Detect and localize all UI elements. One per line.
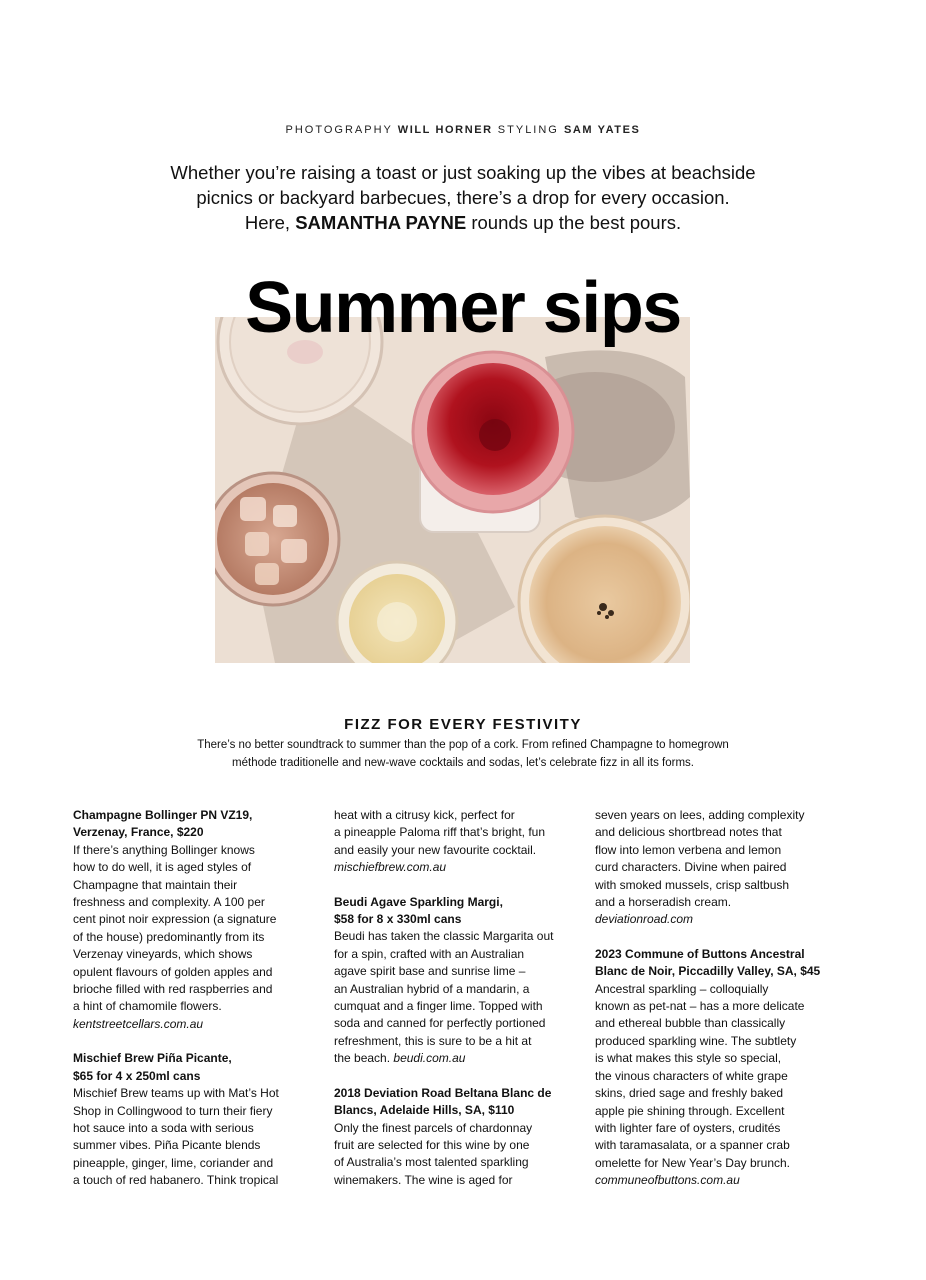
entry-heading: 2018 Deviation Road Beltana Blanc de	[334, 1085, 552, 1100]
entry-heading: 2023 Commune of Buttons Ancestral	[595, 946, 805, 961]
styling-label: STYLING	[497, 124, 559, 136]
author-name: SAMANTHA PAYNE	[295, 212, 467, 233]
drink-entry-beudi: Beudi Agave Sparkling Margi, $58 for 8 x 330ml cans Beudi has taken the classic Margarita out for a spin, crafted with an Australian agave spirit base and sunrise lime – an Australian hybrid of a mandarin, a cumquat and a finger lime. Topped with soda and canned for perfectly portioned refreshment, this is sure to be a hit at the beach. beudi.com.au	[334, 894, 574, 1068]
standfirst-line: picnics or backyard barbecues, there’s a drop for every occasion.	[196, 187, 730, 208]
stylist-name: SAM YATES	[563, 124, 641, 136]
retailer-url: deviationroad.com	[595, 912, 694, 927]
retailer-url: communeofbuttons.com.au	[595, 1173, 740, 1188]
section-heading: FIZZ FOR EVERY FESTIVITY	[344, 716, 582, 733]
wine-entry-bollinger: Champagne Bollinger PN VZ19, Verzenay, France, $220 If there’s anything Bollinger knows how to do well, it is aged styles of Champagne that maintain their freshness and complexity. A 100 per cent pinot noir expression (a signature of the house) predominantly from its Verzenay vineyards, which shows opulent flavours of golden apples and brioche filled with red raspberries and a hint of chamomile flowers. kentstreetcellars.com.au	[73, 807, 313, 1033]
column-2	[334, 807, 574, 1206]
photography-label: PHOTOGRAPHY	[285, 124, 393, 136]
article-title: Summer sips	[245, 268, 681, 348]
retailer-url: beudi.com.au	[393, 1051, 466, 1066]
entry-heading: Verzenay, France, $220	[73, 825, 204, 840]
entry-heading: Blanc de Noir, Piccadilly Valley, SA, $45	[595, 964, 821, 979]
entry-heading: Beudi Agave Sparkling Margi,	[334, 894, 503, 909]
hero-photo	[215, 317, 690, 663]
intro-line: méthode traditionelle and new-wave cocktails and sodas, let’s celebrate fizz in all its forms.	[232, 756, 694, 769]
drink-entry-mischief-brew-cont: heat with a citrusy kick, perfect for a pineapple Paloma riff that’s bright, fun and easily your new favourite cocktail. mischiefbrew.com.au	[334, 807, 574, 877]
standfirst	[130, 160, 796, 235]
section-intro	[150, 737, 776, 772]
drinks-illustration	[215, 317, 690, 663]
photo-credits	[0, 124, 926, 136]
retailer-url: mischiefbrew.com.au	[334, 860, 447, 875]
entry-heading: $65 for 4 x 250ml cans	[73, 1068, 201, 1083]
standfirst-line: Whether you’re raising a toast or just soaking up the vibes at beachside	[170, 162, 756, 183]
wine-entry-deviation-road-cont: seven years on lees, adding complexity and delicious shortbread notes that flow into lemon verbena and lemon curd characters. Divine when paired with smoked mussels, crisp saltbush and a horseradish cream. deviationroad.com	[595, 807, 835, 929]
entry-heading: $58 for 8 x 330ml cans	[334, 912, 462, 927]
entry-heading: Mischief Brew Piña Picante,	[73, 1051, 232, 1066]
column-1	[73, 807, 313, 1207]
column-3	[595, 807, 835, 1207]
entry-heading: Blancs, Adelaide Hills, SA, $110	[334, 1103, 515, 1118]
wine-entry-deviation-road: 2018 Deviation Road Beltana Blanc de Blancs, Adelaide Hills, SA, $110 Only the finest parcels of chardonnay fruit are selected for this wine by one of Australia’s most talented sparkling winemakers. The wine is aged for	[334, 1085, 574, 1189]
standfirst-line: Here, SAMANTHA PAYNE rounds up the best pours.	[244, 212, 682, 233]
entry-heading: Champagne Bollinger PN VZ19,	[73, 808, 253, 822]
photographer-name: WILL HORNER	[397, 124, 493, 136]
intro-line: There’s no better soundtrack to summer than the pop of a cork. From refined Champagne to homegrown	[197, 739, 729, 751]
drink-entry-mischief-brew: Mischief Brew Piña Picante, $65 for 4 x 250ml cans Mischief Brew teams up with Mat’s Hot Shop in Collingwood to turn their fiery hot sauce into a soda with serious summer vibes. Piña Picante blends pineapple, ginger, lime, coriander and a touch of red habanero. Think tropical	[73, 1050, 313, 1189]
wine-entry-commune-of-buttons: 2023 Commune of Buttons Ancestral Blanc de Noir, Piccadilly Valley, SA, $45 Ancestral sparkling – colloquially known as pet-nat – has a more delicate and ethereal bubble than classically produced sparkling wine. The subtlety is what makes this style so special, the vinous characters of white grape skins, dried sage and freshly baked apple pie shining through. Excellent with lighter fare of oysters, crudités with taramasalata, or a spanner crab omelette for New Year’s Day brunch. communeofbuttons.com.au	[595, 946, 835, 1190]
retailer-url: kentstreetcellars.com.au	[73, 1016, 204, 1031]
